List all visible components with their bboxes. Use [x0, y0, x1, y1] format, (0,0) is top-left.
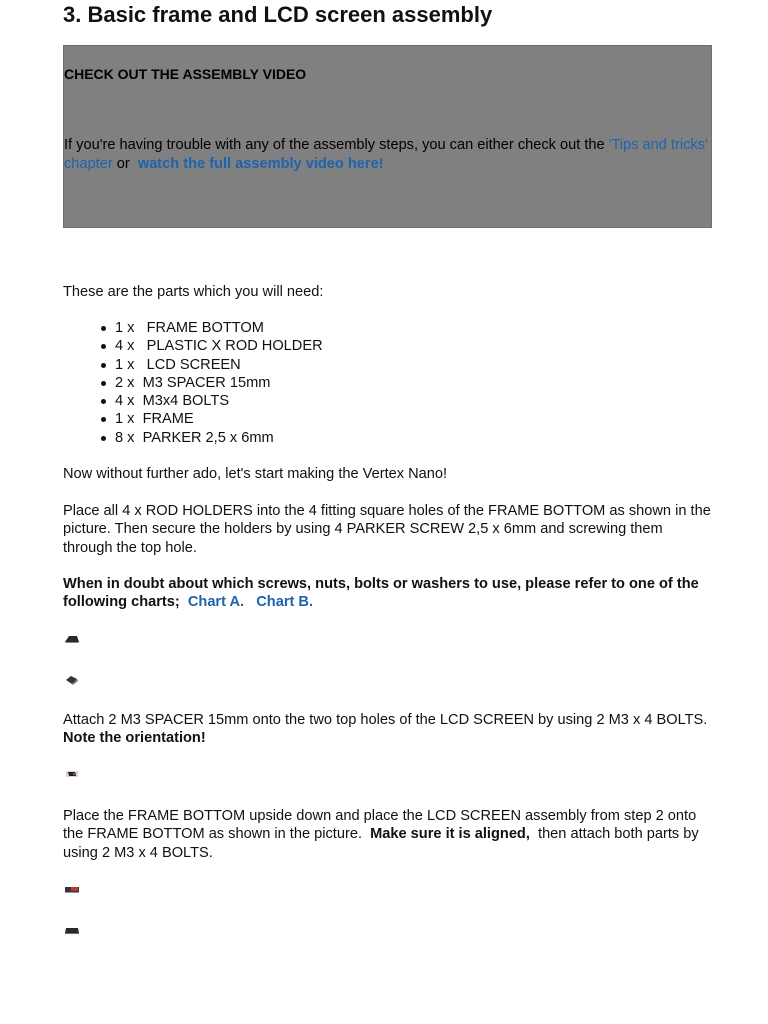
step-2-paragraph [63, 711, 713, 748]
frame-bottom-lcd-image[interactable] [63, 883, 81, 895]
chart-b-link[interactable]: Chart B. [256, 594, 314, 611]
parts-list [63, 319, 323, 447]
parts-intro: These are the parts which you will need: [63, 284, 324, 300]
list-item: 1 x FRAME BOTTOM [63, 319, 323, 337]
step-2-text: Attach 2 M3 SPACER 15mm onto the two top holes of the LCD SCREEN by using 2 M3 x 4 BOLTS. [63, 712, 708, 728]
step-1-paragraph: Place all 4 x ROD HOLDERS into the 4 fitting square holes of the FRAME BOTTOM as shown in the picture. Then secure the holders by using 4 PARKER SCREW 2,5 x 6mm and screwing them through the top hole. [63, 503, 711, 556]
assembly-video-callout [63, 45, 712, 228]
list-item: 8 x PARKER 2,5 x 6mm [63, 429, 323, 447]
list-item: 1 x LCD SCREEN [63, 356, 323, 374]
step-2-note: Note the orientation! [63, 730, 206, 747]
doubt-paragraph [63, 575, 713, 612]
step-3-text-after: then attach both parts by using 2 M3 x 4 BOLTS. [63, 826, 699, 861]
intro-paragraph: Now without further ado, let's start making the Vertex Nano! [63, 466, 448, 482]
assembly-video-link[interactable]: watch the full assembly video here! [137, 156, 384, 172]
page-title: 3. Basic frame and LCD screen assembly [63, 2, 493, 27]
frame-bottom-image[interactable] [63, 633, 81, 645]
chart-a-link[interactable]: Chart A. [187, 594, 245, 611]
step-3-paragraph [63, 807, 713, 862]
list-item: 1 x FRAME [63, 410, 323, 428]
list-item: 4 x M3x4 BOLTS [63, 392, 323, 410]
lcd-spacer-image[interactable] [63, 768, 81, 780]
rod-holders-image[interactable] [63, 674, 81, 686]
doubt-text: When in doubt about which screws, nuts, bolts or washers to use, please refer to one of the following charts; [63, 576, 699, 611]
list-item: 4 x PLASTIC X ROD HOLDER [63, 337, 323, 355]
callout-text-before: If you're having trouble with any of the assembly steps, you can either check out the [64, 137, 609, 153]
callout-title: CHECK OUT THE ASSEMBLY VIDEO [64, 66, 307, 82]
step-3-text-before: Place the FRAME BOTTOM upside down and place the LCD SCREEN assembly from step 2 onto the FRAME BOTTOM as shown in the picture. [63, 808, 697, 843]
list-item: 2 x M3 SPACER 15mm [63, 374, 323, 392]
step-3-emphasis: Make sure it is aligned, [370, 826, 530, 843]
tips-and-tricks-link[interactable]: 'Tips and tricks' chapter [64, 137, 708, 172]
callout-text-or: or [112, 156, 134, 172]
lcd-assembly-image[interactable] [63, 924, 81, 936]
callout-text [64, 136, 710, 174]
